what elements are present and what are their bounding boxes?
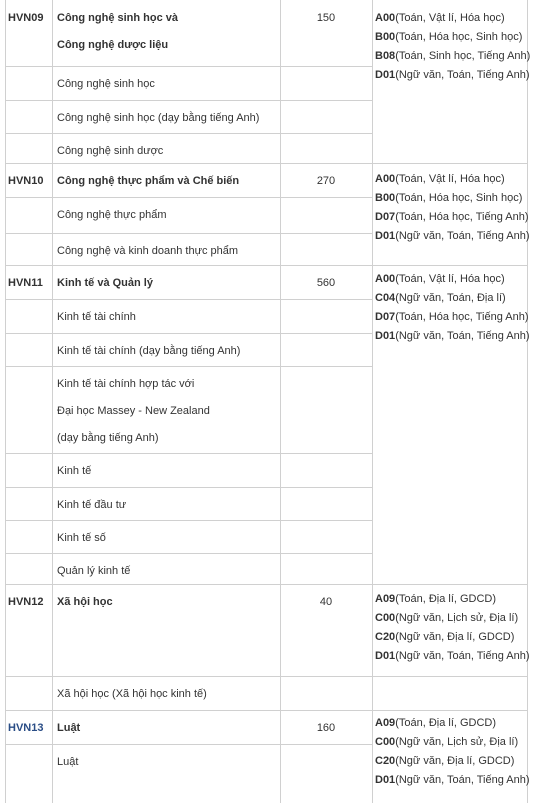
combo-subjects: (Ngữ văn, Toán, Tiếng Anh) xyxy=(395,774,530,786)
major-name: Kinh tế tài chính (dạy bằng tiếng Anh) xyxy=(57,345,241,357)
combo-code: B08 xyxy=(375,50,396,62)
subject-combo xyxy=(375,735,518,749)
combo-subjects: (Toán, Vật lí, Hóa học) xyxy=(395,173,505,185)
subject-combo xyxy=(375,592,496,606)
combo-subjects: (Toán, Vật lí, Hóa học) xyxy=(395,12,505,24)
combo-code: C04 xyxy=(375,292,396,304)
major-divider xyxy=(5,299,373,300)
major-name: Kinh tế tài chính hợp tác với xyxy=(57,378,195,390)
major-name: Quản lý kinh tế xyxy=(57,565,131,577)
column-divider xyxy=(372,0,373,803)
major-divider xyxy=(5,197,373,198)
subject-combo xyxy=(375,30,522,44)
subject-combo xyxy=(375,191,522,205)
combo-subjects: (Toán, Hóa học, Sinh học) xyxy=(395,31,523,43)
group-title: Công nghệ sinh học và xyxy=(57,12,179,24)
combo-subjects: (Ngữ văn, Toán, Tiếng Anh) xyxy=(395,230,530,242)
combo-code: B00 xyxy=(375,31,396,43)
major-divider xyxy=(5,366,373,367)
subject-combo xyxy=(375,716,496,730)
combo-subjects: (Ngữ văn, Toán, Địa lí) xyxy=(395,292,506,304)
group-code: HVN13 xyxy=(8,722,44,734)
combo-code: D01 xyxy=(375,650,396,662)
combo-subjects: (Toán, Hóa học, Tiếng Anh) xyxy=(395,311,529,323)
combo-subjects: (Ngữ văn, Toán, Tiếng Anh) xyxy=(395,650,530,662)
subject-combo xyxy=(375,773,530,787)
combo-code: A09 xyxy=(375,593,396,605)
subject-combo xyxy=(375,210,529,224)
group-divider xyxy=(5,163,528,164)
major-divider xyxy=(5,133,373,134)
subject-combo xyxy=(375,229,530,243)
group-code: HVN10 xyxy=(8,175,44,187)
subject-combo xyxy=(375,68,530,82)
subject-combo xyxy=(375,329,530,343)
group-code: HVN11 xyxy=(8,277,43,289)
combo-code: C20 xyxy=(375,631,396,643)
combo-code: D07 xyxy=(375,211,396,223)
combo-subjects: (Toán, Địa lí, GDCD) xyxy=(395,593,497,605)
combo-subjects: (Toán, Sinh học, Tiếng Anh) xyxy=(395,50,531,62)
subject-combo xyxy=(375,291,506,305)
group-title: Xã hội học xyxy=(57,596,113,608)
group-divider xyxy=(5,584,528,585)
combo-subjects: (Ngữ văn, Lịch sử, Địa lí) xyxy=(395,736,519,748)
major-name: Công nghệ thực phẩm xyxy=(57,209,167,221)
combo-code: D01 xyxy=(375,230,396,242)
combo-code: D01 xyxy=(375,330,396,342)
combo-subjects: (Toán, Hóa học, Tiếng Anh) xyxy=(395,211,529,223)
column-divider xyxy=(280,0,281,803)
major-divider xyxy=(5,520,373,521)
combo-subjects: (Toán, Địa lí, GDCD) xyxy=(395,717,497,729)
combo-code: A00 xyxy=(375,173,396,185)
quota-value: 150 xyxy=(316,12,336,24)
combo-code: D01 xyxy=(375,774,396,786)
group-code: HVN09 xyxy=(8,12,44,24)
combo-code: D07 xyxy=(375,311,396,323)
subject-combo xyxy=(375,310,529,324)
major-divider xyxy=(5,553,373,554)
major-divider xyxy=(5,453,373,454)
combo-subjects: (Toán, Vật lí, Hóa học) xyxy=(395,273,505,285)
group-title: Kinh tế và Quản lý xyxy=(57,277,153,289)
major-name: Xã hội học (Xã hội học kinh tế) xyxy=(57,688,207,700)
combo-code: B00 xyxy=(375,192,396,204)
subject-combo xyxy=(375,754,514,768)
column-divider xyxy=(52,0,53,803)
subject-combo xyxy=(375,272,505,286)
combo-subjects: (Ngữ văn, Địa lí, GDCD) xyxy=(395,755,515,767)
combo-code: C20 xyxy=(375,755,396,767)
quota-value: 560 xyxy=(316,277,336,289)
group-title: Công nghệ dược liệu xyxy=(57,39,169,51)
major-name: Công nghệ và kinh doanh thực phẩm xyxy=(57,245,239,257)
combo-code: D01 xyxy=(375,69,396,81)
group-title: Luật xyxy=(57,722,81,734)
subject-combo xyxy=(375,172,505,186)
combo-code: A00 xyxy=(375,12,396,24)
combo-divider xyxy=(372,676,528,677)
group-divider xyxy=(5,265,528,266)
subject-combo xyxy=(375,49,530,63)
group-title: Công nghệ thực phẩm và Chế biến xyxy=(57,175,240,187)
combo-code: C00 xyxy=(375,612,396,624)
combo-subjects: (Ngữ văn, Toán, Tiếng Anh) xyxy=(395,69,530,81)
major-divider xyxy=(5,744,373,745)
major-name: Kinh tế xyxy=(57,465,92,477)
major-name: Công nghệ sinh dược xyxy=(57,145,164,157)
major-name: Công nghệ sinh học (dạy bằng tiếng Anh) xyxy=(57,112,260,124)
major-divider xyxy=(5,233,373,234)
combo-code: A00 xyxy=(375,273,396,285)
combo-subjects: (Ngữ văn, Địa lí, GDCD) xyxy=(395,631,515,643)
major-divider xyxy=(5,333,373,334)
major-name: Đại học Massey - New Zealand xyxy=(57,405,210,417)
major-divider xyxy=(5,676,373,677)
column-divider xyxy=(527,0,528,803)
group-divider xyxy=(5,710,528,711)
subject-combo xyxy=(375,649,530,663)
major-name: Công nghệ sinh học xyxy=(57,78,155,90)
combo-code: C00 xyxy=(375,736,396,748)
group-code: HVN12 xyxy=(8,596,44,608)
major-divider xyxy=(5,100,373,101)
major-name: Kinh tế tài chính xyxy=(57,311,136,323)
quota-value: 40 xyxy=(319,596,333,608)
combo-subjects: (Ngữ văn, Lịch sử, Địa lí) xyxy=(395,612,519,624)
major-name: Luật xyxy=(57,756,79,768)
major-name: Kinh tế số xyxy=(57,532,106,544)
column-divider xyxy=(5,0,6,803)
combo-subjects: (Toán, Hóa học, Sinh học) xyxy=(395,192,523,204)
combo-code: A09 xyxy=(375,717,396,729)
subject-combo xyxy=(375,630,514,644)
quota-value: 270 xyxy=(316,175,336,187)
major-divider xyxy=(5,487,373,488)
major-name: Kinh tế đầu tư xyxy=(57,499,127,511)
major-divider xyxy=(5,66,373,67)
subject-combo xyxy=(375,611,518,625)
quota-value: 160 xyxy=(316,722,336,734)
combo-subjects: (Ngữ văn, Toán, Tiếng Anh) xyxy=(395,330,530,342)
subject-combo xyxy=(375,11,505,25)
major-name: (dạy bằng tiếng Anh) xyxy=(57,432,159,444)
